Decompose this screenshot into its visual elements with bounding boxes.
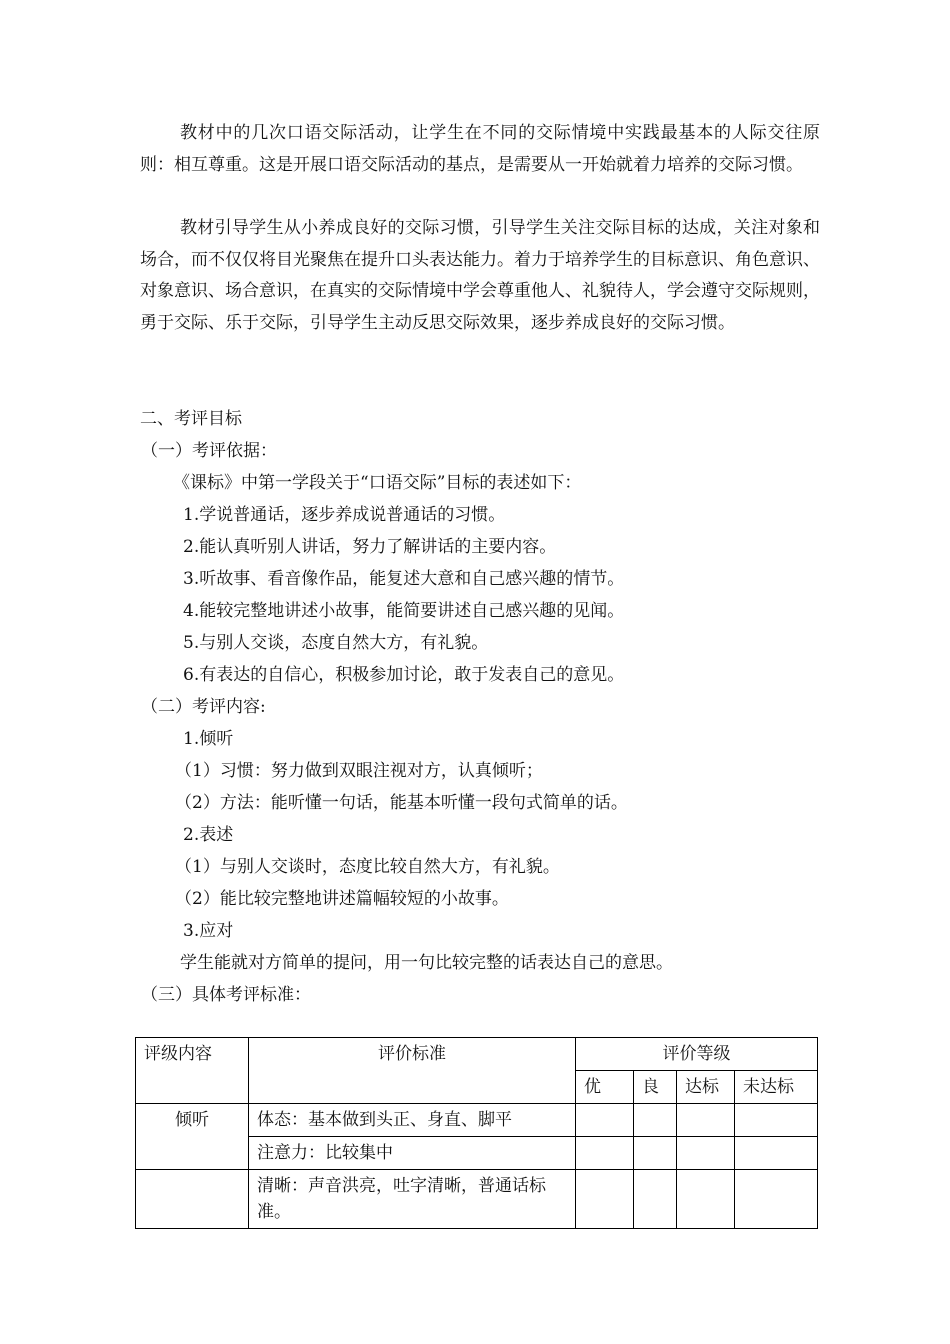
basis-heading: （一）考评依据： (141, 441, 277, 461)
table-row (136, 1104, 818, 1137)
intro-paragraph-2: 教材引导学生从小养成良好的交际习惯，引导学生关注交际目标的达成，关注对象和场合，而不仅仅将目光聚焦在提升口头表达能力。着力于培养学生的目标意识、角色意识、对象意识、场合意识，在真实的交际情境中学会尊重他人、礼貌待人，学会遵守交际规则，勇于交际、乐于交际，引导学生主动反思交际效果，逐步养成良好的交际习惯。 (140, 218, 820, 333)
header-item: 评级内容 (136, 1038, 249, 1104)
grade-cell (735, 1170, 818, 1229)
basis-item: 1.学说普通话，逐步养成说普通话的习惯。 (183, 505, 506, 525)
table-header-row (136, 1038, 818, 1071)
grade-cell (677, 1104, 735, 1137)
row-item (136, 1170, 249, 1229)
expression-item: （1）与别人交谈时，态度比较自然大方，有礼貌。 (175, 857, 560, 877)
grade-cell (634, 1137, 677, 1170)
grade-level: 优 (576, 1071, 634, 1104)
grade-cell (576, 1170, 634, 1229)
grade-cell (677, 1170, 735, 1229)
expression-item: （2）能比较完整地讲述篇幅较短的小故事。 (175, 889, 509, 909)
grade-cell (634, 1170, 677, 1229)
grade-cell (735, 1104, 818, 1137)
listening-habit: （1）习惯：努力做到双眼注视对方，认真倾听； (175, 761, 543, 781)
header-grade: 评价等级 (576, 1038, 818, 1071)
grade-level: 良 (634, 1071, 677, 1104)
expression-title: 2.表述 (183, 825, 234, 845)
response-title: 3.应对 (183, 921, 234, 941)
basis-intro: 《课标》中第一学段关于“口语交际”目标的表述如下： (173, 473, 582, 493)
response-text: 学生能就对方简单的提问，用一句比较完整的话表达自己的意思。 (180, 953, 673, 973)
basis-item: 5.与别人交谈，态度自然大方，有礼貌。 (183, 633, 489, 653)
grade-cell (576, 1137, 634, 1170)
content-heading: （二）考评内容: (141, 697, 266, 717)
standards-heading: （三）具体考评标准： (141, 985, 311, 1005)
row-standard: 注意力：比较集中 (249, 1137, 576, 1170)
basis-item: 2.能认真听别人讲话，努力了解讲话的主要内容。 (183, 537, 557, 557)
grade-cell (735, 1137, 818, 1170)
section-heading: 二、考评目标 (140, 409, 242, 429)
grade-level: 达标 (677, 1071, 735, 1104)
listening-method: （2）方法：能听懂一句话，能基本听懂一段句式简单的话。 (175, 793, 628, 813)
row-standard: 清晰：声音洪亮，吐字清晰，普通话标准。 (249, 1170, 576, 1229)
basis-item: 3.听故事、看音像作品，能复述大意和自己感兴趣的情节。 (183, 569, 625, 589)
header-standard: 评价标准 (249, 1038, 576, 1104)
intro-paragraph-1: 教材中的几次口语交际活动，让学生在不同的交际情境中实践最基本的人际交往原则：相互尊重。这是开展口语交际活动的基点，是需要从一开始就着力培养的交际习惯。 (140, 123, 820, 175)
table-row (136, 1170, 818, 1229)
basis-item: 4.能较完整地讲述小故事，能简要讲述自己感兴趣的见闻。 (183, 601, 625, 621)
row-standard: 体态：基本做到头正、身直、脚平 (249, 1104, 576, 1137)
grade-cell (634, 1104, 677, 1137)
basis-item: 6.有表达的自信心，积极参加讨论，敢于发表自己的意见。 (183, 665, 625, 685)
grading-table (135, 1037, 818, 1229)
grade-cell (677, 1137, 735, 1170)
grade-cell (576, 1104, 634, 1137)
row-item: 倾听 (136, 1104, 249, 1170)
grade-level: 未达标 (735, 1071, 818, 1104)
listening-title: 1.倾听 (183, 729, 234, 749)
